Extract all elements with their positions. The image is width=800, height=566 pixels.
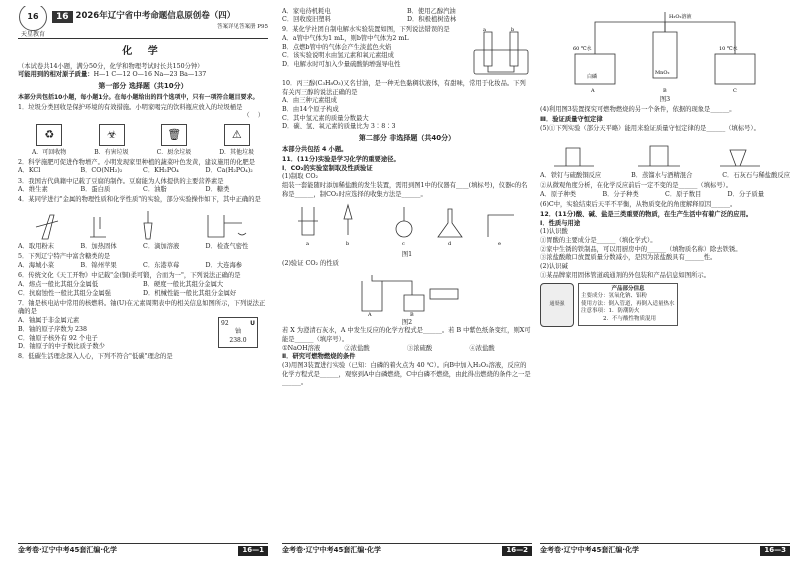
question-2 bbox=[18, 159, 268, 176]
mass-conservation-figure bbox=[550, 136, 780, 170]
part-one-instructions: 本部分共包括10小题，每小题1分。在每小题给出的四个选项中，只有一项符合题目要求。 bbox=[18, 93, 259, 101]
section-heading: Ⅲ．验证质量守恒定律 bbox=[540, 116, 603, 124]
option-b: B．硬度一般比其组分金属大 bbox=[143, 280, 224, 288]
option-c: C．滴加溶液 bbox=[143, 243, 180, 251]
sub-question-1-text: 组装一套能随时添加稀盐酸的发生装置，需用到图1中的仪器有____(填标号)，仪器c的名称是______，制CO₂时应选择的收集方法是______。 bbox=[282, 181, 528, 198]
option-1: ①NaOH溶液 bbox=[282, 344, 321, 352]
option-a: A．铁钉与硫酸铜反应 bbox=[540, 171, 602, 179]
option-a: A．KCl bbox=[18, 167, 41, 175]
option-c: C．东港草莓 bbox=[143, 262, 180, 270]
option-d: D．检查气密性 bbox=[205, 243, 249, 251]
option-c: C．回收废旧塑料 bbox=[282, 16, 331, 24]
sub-question-6: (6)C中，实验结束后天平不平衡，从物质变化的角度解释原因______。 bbox=[540, 200, 737, 208]
option-a: A．家电待机耗电 bbox=[282, 7, 331, 15]
question-11-stem: 11．(11分)实验是学习化学的重要途径。 bbox=[282, 155, 400, 163]
fig3-label-60c: 60 ℃水 bbox=[573, 46, 592, 52]
paper-number-badge: 16 bbox=[52, 11, 73, 23]
option-c: C．该实验说明水由氢元素和氧元素组成 bbox=[282, 52, 394, 60]
exam-header bbox=[18, 6, 268, 36]
svg-text:A: A bbox=[591, 88, 595, 94]
balance-c-icon bbox=[720, 150, 760, 166]
option-d: D．糖类 bbox=[205, 186, 230, 194]
fig2-label-b: B bbox=[410, 311, 414, 317]
exam-notice: （本试卷共14小题，满分50分，化学和物理考试时长共150分钟） bbox=[18, 62, 204, 70]
fig1-label-a: a bbox=[306, 241, 309, 248]
sub-question-4: (4)利用图3装置探究可燃物燃烧的另一个条件，依据的现象是______。 bbox=[540, 106, 736, 114]
page-3 bbox=[540, 6, 790, 556]
question-9-stem: 9．某化学社团自制电解水实验装置如图，下列说法错误的是 bbox=[282, 26, 450, 34]
balance-a-icon bbox=[554, 148, 594, 166]
product-info-line-2: 使用方法：倒入管道，再倒入适量热水 bbox=[581, 300, 675, 307]
option-a: A．铀属于非金属元素 bbox=[18, 317, 80, 325]
page-2 bbox=[282, 6, 532, 556]
option-b: B．分子种类 bbox=[602, 190, 639, 198]
option-c: C．其中氢元素的质量分数最大 bbox=[282, 114, 369, 122]
atomic-mass-values: H—1 C—12 O—16 Na—23 Ba—137 bbox=[93, 71, 207, 79]
element-name: 铀 bbox=[234, 328, 241, 336]
exam-title: 2026年辽宁省中考命题信息原创卷（四） bbox=[75, 10, 236, 21]
question-6-stem: 6．传统文化《天工开物》中记载"金(铜)柔可锻，合而为一"，下列说法正确的是 bbox=[18, 272, 241, 280]
lab-apparatus-figure-1 bbox=[292, 201, 522, 249]
question-4 bbox=[18, 196, 268, 251]
option-4: ④浓盐酸 bbox=[469, 344, 495, 352]
conical-flask-icon bbox=[438, 209, 462, 237]
option-d: D．电解水时可加入少量硫酸钠增强导电性 bbox=[282, 61, 401, 69]
gas-tube-left-icon bbox=[595, 22, 665, 54]
fig3-label-phosphorus-a: 白磷 bbox=[587, 74, 598, 80]
question-8 bbox=[18, 353, 268, 362]
sub-question-5: (5)①下列实验（部分天平略）能用来验证质量守恒定律的是______（填标号）。 bbox=[540, 125, 760, 133]
page-1 bbox=[18, 6, 268, 556]
option-d: D．机械性能一般比其组分金属好 bbox=[143, 289, 237, 297]
drain-cleaner-figure bbox=[540, 283, 790, 327]
footer-page-number: 16—1 bbox=[238, 546, 268, 556]
answer-bracket[interactable]: （ ） bbox=[243, 112, 264, 120]
sub-question-12-1: (1)认识酸 bbox=[540, 228, 568, 236]
brand-block bbox=[18, 6, 48, 39]
option-3: ③浓硫酸 bbox=[407, 344, 433, 352]
sub-question-12-2: (2)认识碱 bbox=[540, 263, 568, 271]
option-b: B．蛋白质 bbox=[80, 186, 111, 194]
option-b: B．蒸馏水与酒精混合 bbox=[631, 171, 693, 179]
fig3-label-mno2: MnO₂ bbox=[655, 70, 670, 76]
recycle-bin-icons bbox=[18, 124, 268, 146]
part-two-heading: 第二部分 非选择题（共40分） bbox=[358, 134, 456, 142]
fig1-label-d: d bbox=[448, 241, 452, 248]
section-heading: Ⅰ．CO₂的实验室制取及性质验证 bbox=[282, 164, 373, 172]
part-two-instructions: 本部分共包括 4 小题。 bbox=[282, 145, 348, 153]
product-info-line-4: 2．不与酸性物质混用 bbox=[603, 315, 656, 322]
svg-text:B: B bbox=[663, 88, 667, 94]
question-5-stem: 5．下列辽宁特产中富含糖类的是 bbox=[18, 253, 111, 261]
question-1-stem: 1．垃圾分类回收是保护环境的有效措施。小明家喝完的饮料瓶应放入的垃圾桶是 bbox=[18, 103, 243, 111]
beaker-c-icon bbox=[715, 54, 755, 84]
product-jar-icon bbox=[540, 283, 574, 327]
question-8-stem: 8．低碳生活理念深入人心，下列不符合"低碳"理念的是 bbox=[18, 353, 173, 361]
option-c: C．铀原子核外有 92 个电子 bbox=[18, 334, 98, 342]
logo-text: 16 bbox=[27, 12, 39, 22]
option-d: D．大连海参 bbox=[205, 262, 243, 270]
sub-question-12-2-text: ①某品牌家用固体管道疏通剂的外包装和产品信息如图所示。 bbox=[540, 271, 711, 279]
option-d: D．碳、氢、氧元素的质量比为 3∶8∶3 bbox=[282, 123, 396, 131]
funnel-icon bbox=[298, 207, 318, 235]
sub-question-12-1-b: ②家中生锈的铁制品，可以用厨房中的______（填物质名称）除去铁锈。 bbox=[540, 245, 742, 253]
option-d: D．Ca(H₂PO₄)₂ bbox=[205, 167, 253, 175]
sub-question-12-1-a: ①胃酸的主要成分是______（填化学式）。 bbox=[540, 237, 657, 245]
option-b: B．加热固体 bbox=[80, 243, 117, 251]
page-footer bbox=[18, 543, 268, 556]
option-d: D．分子质量 bbox=[727, 190, 765, 198]
dropping-funnel-icon bbox=[344, 205, 352, 235]
kitchen-waste-icon: 🗑 bbox=[161, 124, 187, 146]
fig3-label-10c: 10 ℃水 bbox=[719, 46, 738, 52]
element-cell bbox=[218, 317, 258, 348]
question-4-stem: 4．某同学进行"金属的物理性质和化学性质"的实验，部分实验操作如下，其中正确的是 bbox=[18, 196, 261, 204]
lab-operations-figure bbox=[28, 207, 258, 241]
page-footer bbox=[282, 543, 532, 556]
sub-question-3: (3)用图3装置进行实验（已知：白磷的着火点为 40 ℃）。向B中加入H₂O₂溶液，反应的化学方程式是______，观察到A中白磷燃烧，C中白磷不燃烧，由此得出燃烧的条件之一是______。 bbox=[282, 362, 531, 387]
question-8-options bbox=[282, 8, 532, 25]
footer-page-number: 16—3 bbox=[760, 546, 790, 556]
option-c: C．KH₂PO₄ bbox=[143, 167, 179, 175]
atomic-mass-label: 可能用到的相对原子质量： bbox=[18, 71, 94, 79]
option-c: C．抗腐蚀性一般比其组分金属强 bbox=[18, 289, 111, 297]
svg-text:b: b bbox=[511, 27, 515, 34]
tube-a-icon bbox=[484, 32, 492, 66]
option-b: B．使用乙醇汽油 bbox=[407, 7, 456, 15]
test-tube-icon bbox=[42, 215, 54, 239]
question-1 bbox=[18, 104, 268, 158]
footer-series: 金考卷·辽宁中考45套汇编·化学 bbox=[18, 546, 118, 555]
option-c: C．厨余垃圾 bbox=[156, 148, 192, 156]
round-flask-icon bbox=[396, 221, 412, 237]
option-c: C．石灰石与稀盐酸反应 bbox=[722, 171, 790, 179]
wire-icon bbox=[488, 66, 514, 72]
sub-question-1: (1)制取 CO₂ bbox=[282, 173, 319, 181]
part-one-heading: 第一部分 选择题（共10分） bbox=[98, 82, 188, 91]
question-11 bbox=[282, 156, 532, 388]
svg-text:a: a bbox=[483, 27, 486, 34]
question-12-stem: 12．(11分)酸、碱、盐是三类重要的物质，在生产生活中有着广泛的应用。 bbox=[540, 211, 753, 218]
tube-b-icon bbox=[510, 32, 518, 66]
burner-icon bbox=[90, 217, 106, 237]
sub-question-5-2: ②从微观角度分析，在化学反应前后一定不变的是______（填标号）。 bbox=[540, 181, 733, 189]
option-a: A．取用粉末 bbox=[18, 243, 55, 251]
question-3 bbox=[18, 178, 268, 195]
footer-series: 金考卷·辽宁中考45套汇编·化学 bbox=[282, 546, 382, 555]
delivery-tube-icon bbox=[488, 215, 514, 237]
flask-icon bbox=[208, 215, 246, 237]
atomic-mass: 238.0 bbox=[229, 336, 247, 344]
product-info-title: 产品部分信息 bbox=[611, 285, 645, 292]
atomic-number: 92 bbox=[221, 320, 229, 328]
other-waste-icon: ⚠ bbox=[224, 124, 250, 146]
question-10-stem: 10．丙三醇(C₃H₈O₃)又名甘油，是一种无色黏稠状液体，有甜味，常用于化妆品。下列有关丙三醇的说法正确的是 bbox=[282, 79, 526, 96]
product-brand: 通渠强 bbox=[549, 301, 565, 308]
option-b: B．铀的原子序数为 238 bbox=[18, 325, 88, 333]
option-b: B．有害垃圾 bbox=[94, 148, 129, 156]
sub-question-2-text: 若 X 为澄清石灰水，A 中发生反应的化学方程式是______。若 B 中紫色纸条变红，则X可能是______（填序号）。 bbox=[282, 327, 531, 344]
option-a: A．a管中气体为1 mL，则b管中气体为2 mL bbox=[282, 35, 409, 43]
connecting-tube-icon bbox=[372, 275, 412, 295]
subject-title: 化 学 bbox=[122, 46, 164, 57]
option-a: A．维生素 bbox=[18, 186, 48, 194]
product-info-line-3: 注意事项：1．防潮防火 bbox=[581, 308, 640, 315]
question-9 bbox=[282, 26, 532, 78]
fig3-label-h2o2: H₂O₂溶液 bbox=[669, 14, 692, 20]
fig1-label-e: e bbox=[498, 241, 501, 248]
brand-logo bbox=[19, 6, 47, 31]
option-d: D．积极植树造林 bbox=[407, 16, 457, 24]
answer-reference: 答案详见答案册 P95 bbox=[217, 23, 268, 30]
sub-question-12-1-c: ③浓盐酸敞口放置质量分数减小，是因为浓盐酸具有______性。 bbox=[540, 254, 717, 262]
question-5 bbox=[18, 253, 268, 270]
footer-series: 金考卷·辽宁中考45套汇编·化学 bbox=[540, 546, 640, 555]
combustion-apparatus-figure-3 bbox=[565, 8, 765, 94]
option-c: C．原子数目 bbox=[665, 190, 702, 198]
option-a: A．由三种元素组成 bbox=[282, 97, 337, 105]
question-7-stem: 7．铀是核电站中常用的核燃料。铀(U)在元素周期表中的相关信息如图所示，下列说法正确的是 bbox=[18, 299, 266, 316]
option-c: C．油脂 bbox=[143, 186, 167, 194]
element-symbol: U bbox=[250, 320, 255, 328]
question-7 bbox=[18, 300, 268, 352]
option-b: B．锦州苹果 bbox=[80, 262, 117, 270]
electrolysis-apparatus-figure bbox=[470, 26, 532, 78]
section-heading: Ⅰ．性质与用途 bbox=[540, 219, 581, 227]
option-d: D．铀原子的中子数比质子数少 bbox=[18, 343, 105, 351]
spatula-icon bbox=[36, 221, 58, 227]
question-6 bbox=[18, 272, 268, 298]
balance-b-icon bbox=[638, 146, 680, 166]
option-b: B．点燃b管中的气体会产生淡蓝色火焰 bbox=[282, 43, 392, 51]
page-footer bbox=[540, 543, 790, 556]
brand-name: 天星教育 bbox=[20, 30, 45, 38]
dropper-icon bbox=[144, 211, 152, 239]
question-2-stem: 2．科学施肥可促进作物增产。小明发现家里种植的蔬菜叶色发黄，建议施用的化肥是 bbox=[18, 158, 255, 166]
option-a: A．可回收物 bbox=[31, 148, 67, 156]
footer-page-number: 16—2 bbox=[502, 546, 532, 556]
svg-text:C: C bbox=[733, 88, 737, 94]
product-info-card bbox=[578, 283, 678, 327]
sub-question-2: (2)验证 CO₂ 的性质 bbox=[282, 259, 339, 267]
bottle-b-icon bbox=[404, 295, 424, 311]
fig2-label-a: A bbox=[368, 311, 372, 317]
hazardous-icon: ☣ bbox=[99, 124, 125, 146]
recyclable-icon: ♻ bbox=[36, 124, 62, 146]
fig1-label-b: b bbox=[346, 241, 350, 248]
water-tank-icon bbox=[474, 50, 528, 74]
question-10 bbox=[282, 80, 532, 132]
option-a: A．原子种类 bbox=[540, 190, 577, 198]
option-2: ②浓盐酸 bbox=[344, 344, 370, 352]
option-b: B．由14个原子构成 bbox=[282, 105, 339, 113]
paper-strip-icon bbox=[430, 289, 458, 299]
co2-property-figure-2 bbox=[342, 271, 472, 317]
question-3-stem: 3．我国古代典籍中记载了豆腐的制作。豆腐能为人体提供的主要营养素是 bbox=[18, 177, 224, 185]
option-a: A．熔点一般比其组分金属低 bbox=[18, 280, 99, 288]
fig1-label-c: c bbox=[402, 241, 405, 248]
figure-3-caption: 图3 bbox=[659, 96, 671, 103]
figure-2-caption: 图2 bbox=[401, 318, 413, 326]
option-d: D．其他垃圾 bbox=[219, 148, 254, 156]
option-a: A．海城小菜 bbox=[18, 262, 55, 270]
figure-1-caption: 图1 bbox=[401, 251, 413, 259]
bottle-a-icon bbox=[362, 281, 382, 311]
option-b: B．CO(NH₂)₂ bbox=[80, 167, 123, 175]
product-info-line-1: 主要成分：氢氧化钠、铝粉 bbox=[581, 293, 648, 300]
section-heading: Ⅱ．研究可燃物燃烧的条件 bbox=[282, 353, 356, 361]
